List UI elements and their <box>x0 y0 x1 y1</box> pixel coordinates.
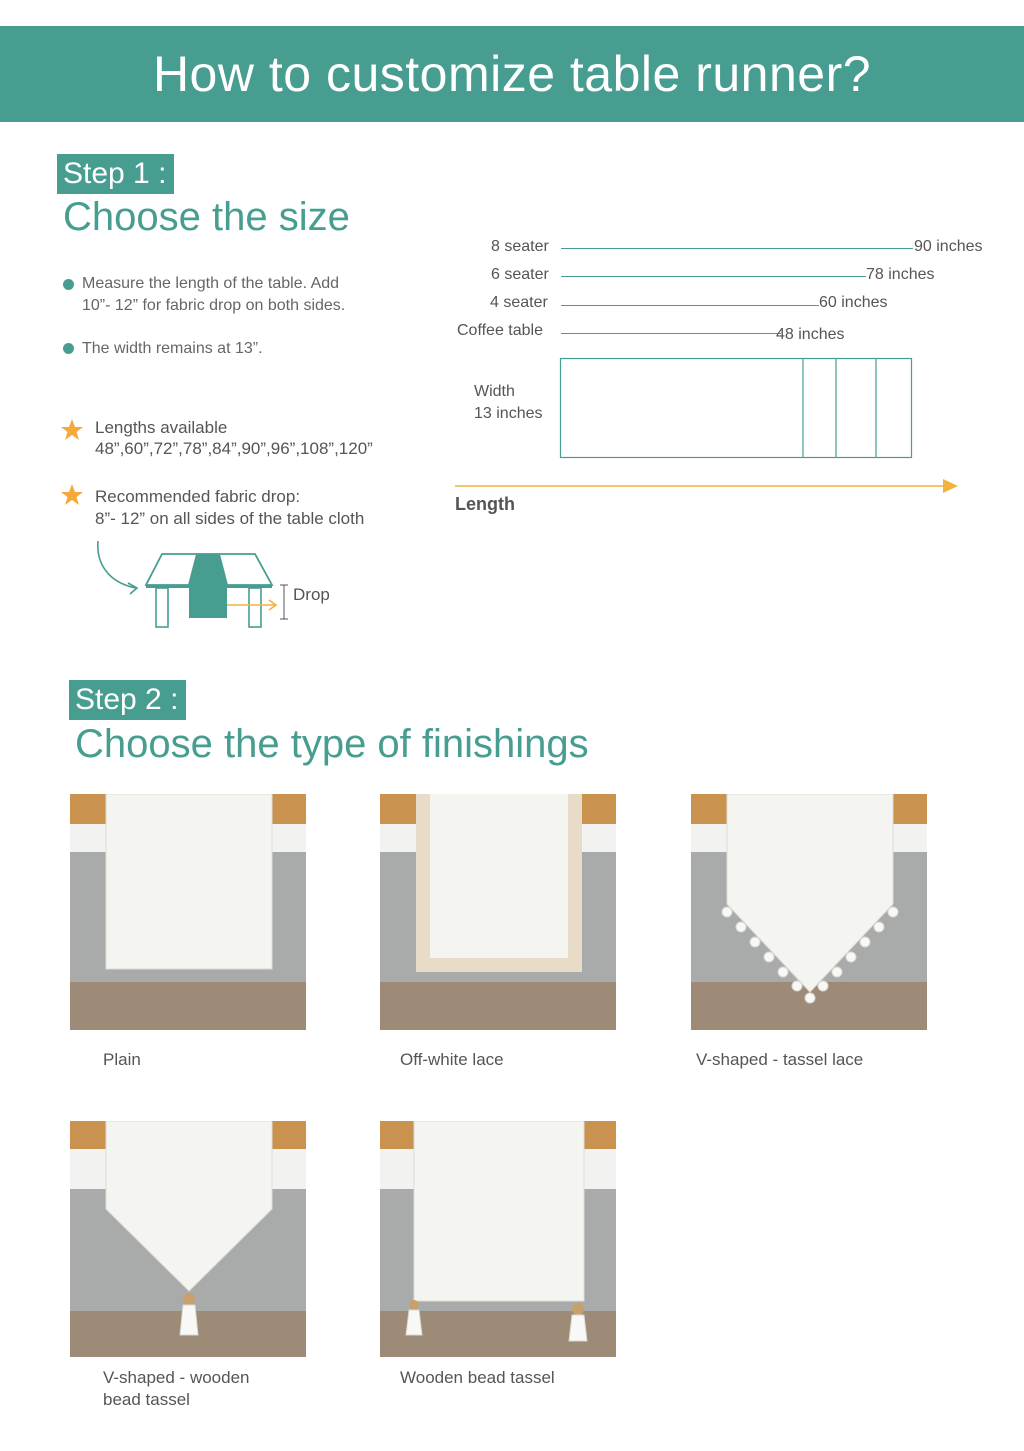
step1-badge: Step 1 : <box>57 154 174 194</box>
size-value-6-seater: 78 inches <box>866 266 935 283</box>
bullet-dot-icon <box>63 279 74 290</box>
step2-heading: Choose the type of finishings <box>75 722 589 766</box>
bullet-measure-line2: 10”- 12” for fabric drop on both sides. <box>82 297 346 314</box>
star-icon <box>60 483 84 507</box>
lengths-values: 48”,60”,72”,78”,84”,90”,96”,108”,120” <box>95 439 373 458</box>
caption-wooden-bead-tassel: Wooden bead tassel <box>400 1368 555 1387</box>
size-line-6-seater <box>561 276 866 277</box>
caption-v-shaped-wooden-line1: V-shaped - wooden <box>103 1368 250 1387</box>
caption-v-shaped-tassel-lace: V-shaped - tassel lace <box>696 1050 864 1069</box>
drop-label: Drop <box>293 585 330 604</box>
size-line-coffee-table <box>561 333 781 334</box>
photo-off-white-lace <box>380 794 616 1030</box>
caption-plain: Plain <box>103 1050 141 1069</box>
photo-plain <box>70 794 306 1030</box>
step1-heading: Choose the size <box>63 195 350 239</box>
size-value-8-seater: 90 inches <box>914 238 983 255</box>
photo-wooden-bead-tassel <box>380 1121 616 1357</box>
runner-size-diagram <box>559 357 915 460</box>
photo-v-shaped-wooden-bead-tassel <box>70 1121 306 1357</box>
caption-v-shaped-wooden-line2: bead tassel <box>103 1390 190 1409</box>
size-label-6-seater: 6 seater <box>491 266 549 283</box>
photo-v-shaped-tassel-lace <box>691 794 927 1030</box>
table-drop-illustration <box>90 535 300 635</box>
page-title: How to customize table runner? <box>152 46 872 102</box>
drop-text: 8”- 12” on all sides of the table cloth <box>95 509 365 528</box>
drop-title: Recommended fabric drop: <box>95 487 301 506</box>
width-value: 13 inches <box>474 405 543 422</box>
size-value-coffee-table: 48 inches <box>776 326 845 343</box>
bullet-dot-icon <box>63 343 74 354</box>
length-arrow-icon <box>455 476 960 496</box>
caption-off-white-lace: Off-white lace <box>400 1050 504 1069</box>
title-bar <box>0 26 1024 122</box>
step2-badge: Step 2 : <box>69 680 186 720</box>
bullet-measure-line1: Measure the length of the table. Add <box>82 275 340 292</box>
star-icon <box>60 418 84 442</box>
size-label-4-seater: 4 seater <box>490 294 548 311</box>
length-label: Length <box>455 494 515 514</box>
width-label: Width <box>474 383 515 400</box>
size-label-coffee-table: Coffee table <box>457 322 543 339</box>
size-label-8-seater: 8 seater <box>491 238 549 255</box>
lengths-title: Lengths available <box>95 418 228 437</box>
size-line-4-seater <box>561 305 819 306</box>
size-line-8-seater <box>561 248 913 249</box>
size-value-4-seater: 60 inches <box>819 294 888 311</box>
bullet-width: The width remains at 13”. <box>82 340 263 357</box>
